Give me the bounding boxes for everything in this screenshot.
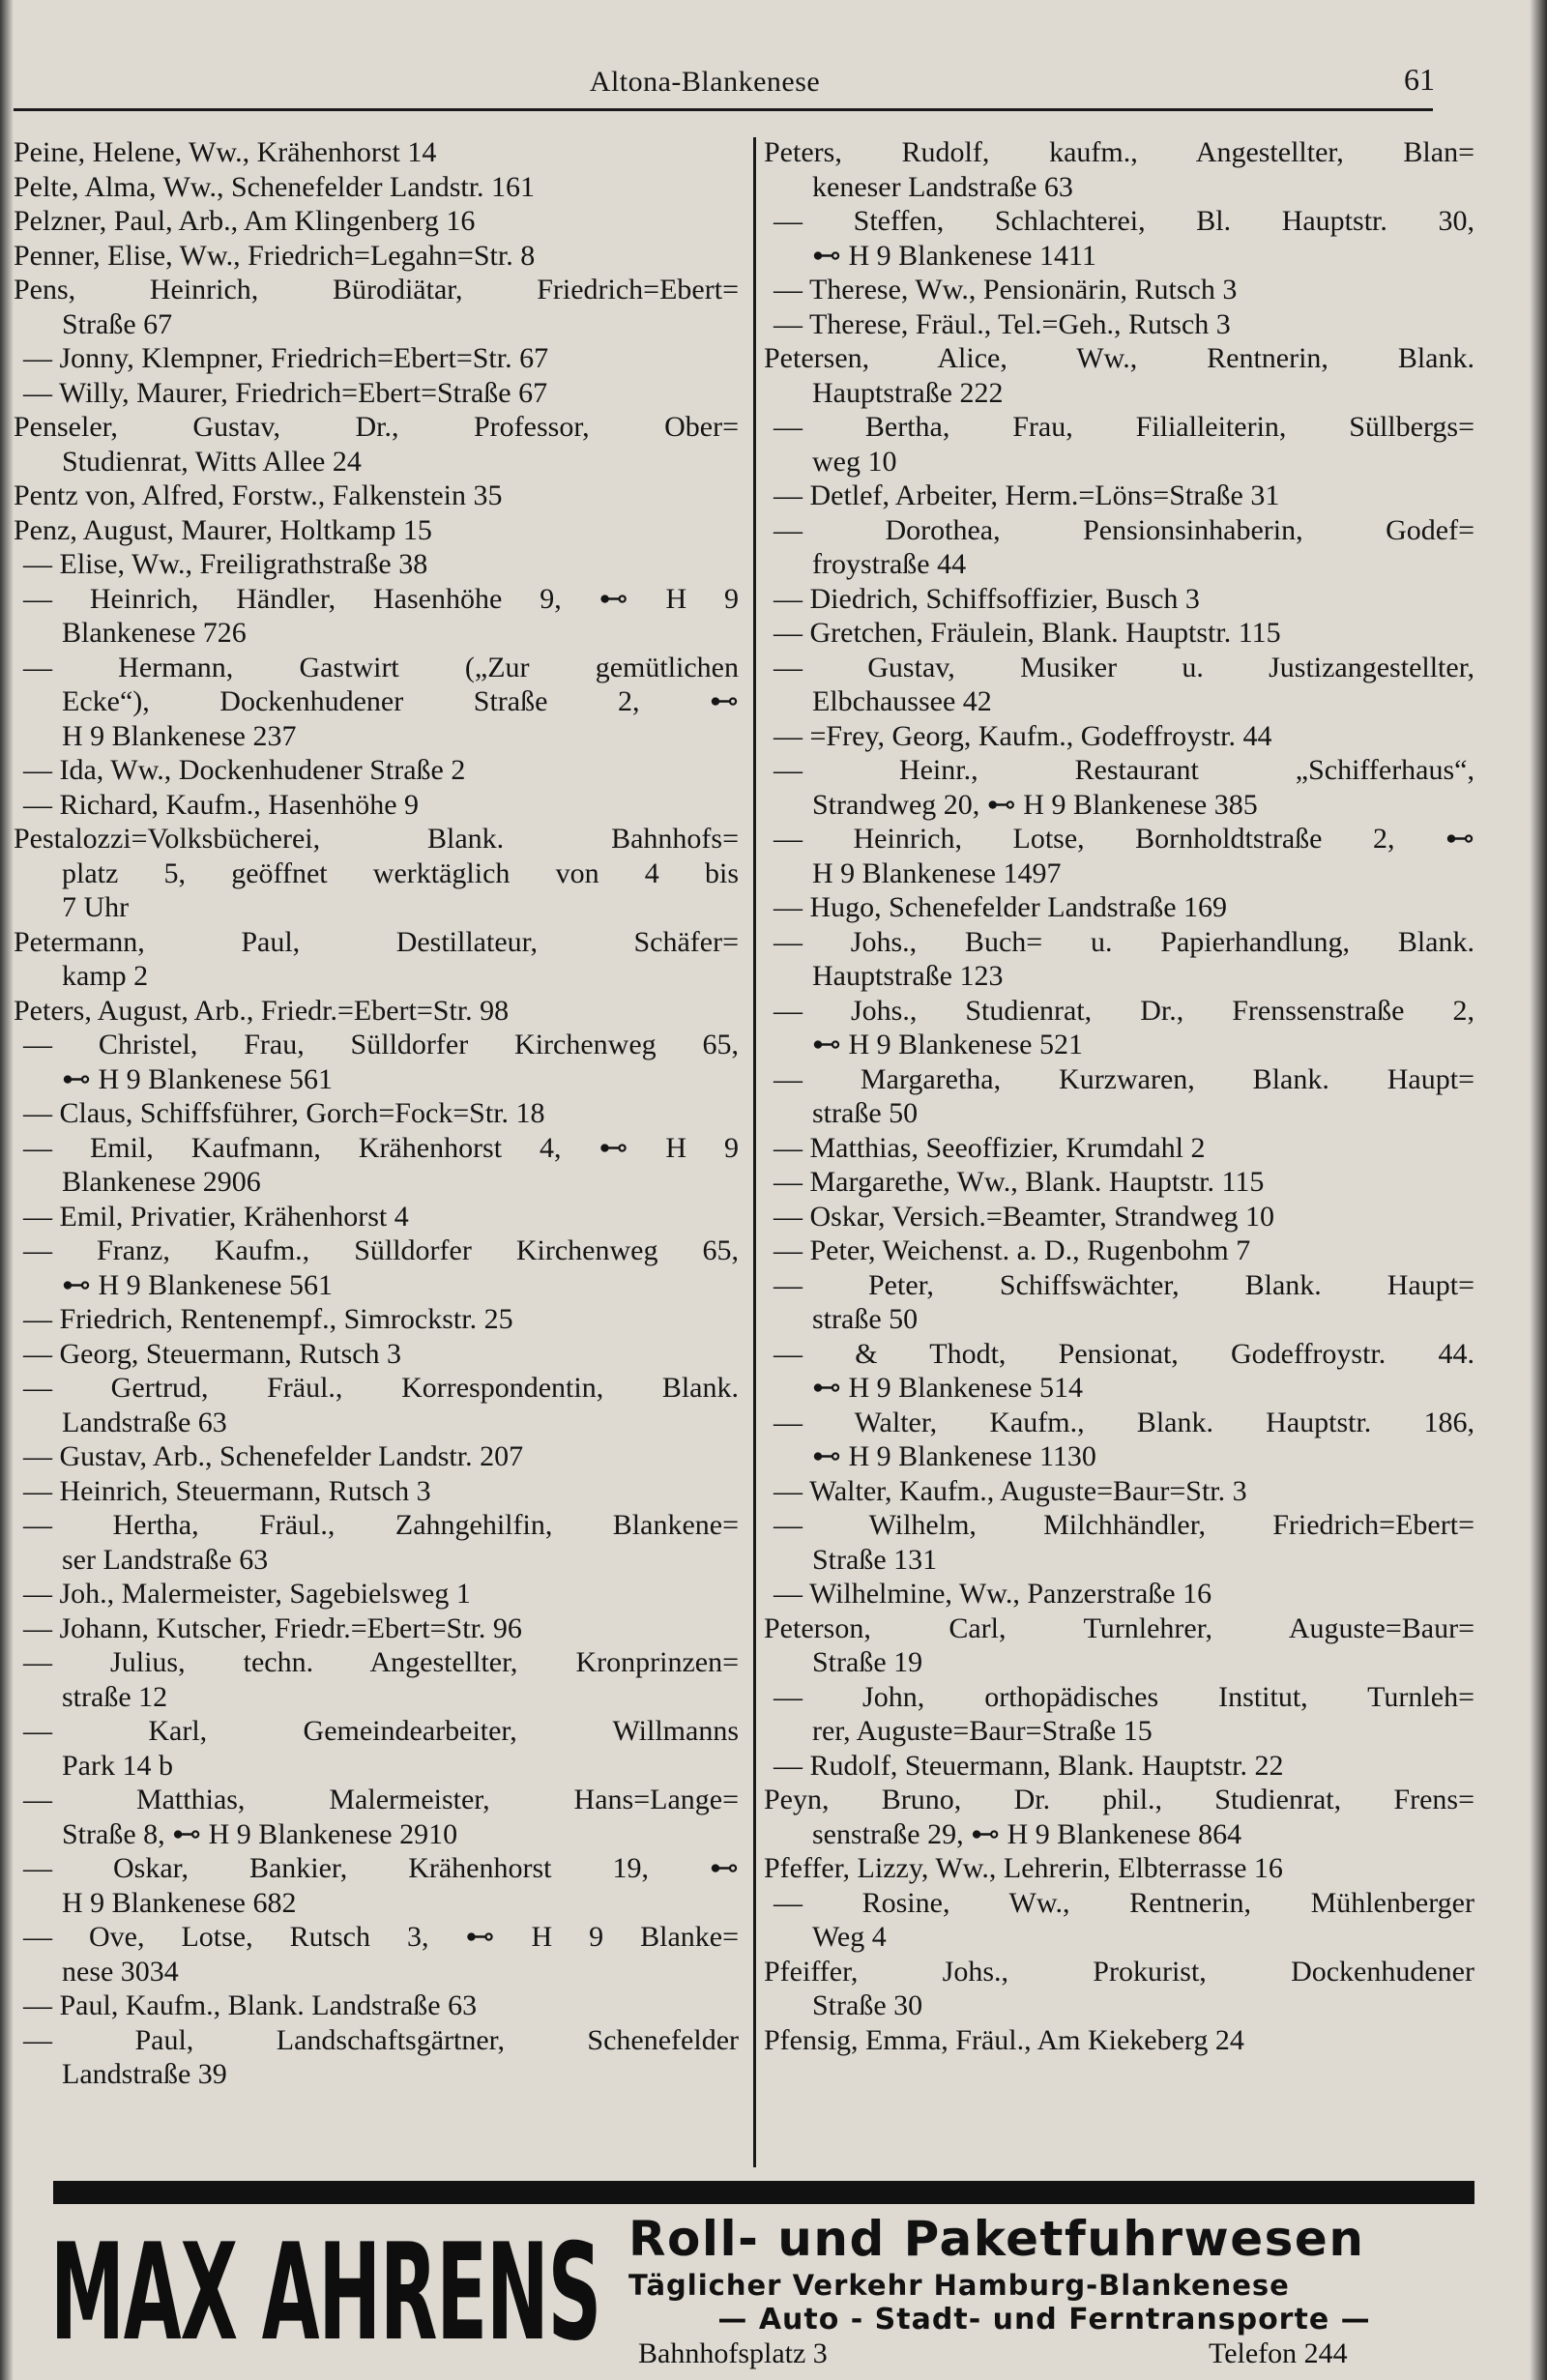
entry-line: Pentz von, Alfred, Forstw., Falkenstein 35 <box>14 479 503 511</box>
directory-entry <box>764 1955 1474 2023</box>
directory-subentry <box>14 341 739 376</box>
entry-line: Blankenese 2906 <box>62 1166 261 1198</box>
entry-line: ⊷ H 9 Blankenese 1411 <box>812 239 1096 272</box>
entry-line: Landstraße 63 <box>62 1406 227 1438</box>
entry-line: — Heinrich, Händler, Hasenhöhe 9, ⊷ H 9 <box>23 582 739 615</box>
entry-line: platz 5, geöffnet werktäglich von 4 bis <box>62 856 739 889</box>
right-column <box>764 135 1474 2057</box>
entry-line: rer, Auguste=Baur=Straße 15 <box>812 1715 1153 1747</box>
entry-line: — Rudolf, Steuermann, Blank. Hauptstr. 22 <box>774 1749 1284 1782</box>
entry-line: — Georg, Steuermann, Rutsch 3 <box>23 1337 402 1370</box>
entry-line: — Therese, Fräul., Tel.=Geh., Rutsch 3 <box>774 307 1231 340</box>
entry-line: — Paul, Landschaftsgärtner, Schenefelder <box>23 2023 739 2056</box>
directory-subentry <box>14 1645 739 1714</box>
directory-subentry <box>764 822 1474 890</box>
entry-line: — Gustav, Arb., Schenefelder Landstr. 207 <box>23 1440 524 1472</box>
directory-subentry <box>764 1062 1474 1131</box>
entry-line: — Heinr., Restaurant „Schifferhaus“, <box>774 754 1474 786</box>
directory-entry <box>14 925 739 994</box>
entry-line: — Friedrich, Rentenempf., Simrockstr. 25 <box>23 1303 513 1335</box>
entry-line: 7 Uhr <box>62 891 130 923</box>
entry-line: Blankenese 726 <box>62 617 247 649</box>
directory-subentry <box>14 547 739 582</box>
directory-subentry <box>14 753 739 788</box>
entry-line: Petersen, Alice, Ww., Rentnerin, Blank. <box>764 342 1474 374</box>
entry-line: Hauptstraße 123 <box>812 960 1004 992</box>
entry-line: — Dorothea, Pensionsinhaberin, Godef= <box>774 513 1474 546</box>
directory-subentry <box>764 1577 1474 1611</box>
directory-subentry <box>764 1165 1474 1200</box>
directory-subentry <box>14 1028 739 1096</box>
directory-subentry <box>14 1131 739 1200</box>
entry-line: H 9 Blankenese 237 <box>62 719 297 752</box>
entry-line: — Johs., Studienrat, Dr., Frenssenstraße 2, <box>774 994 1474 1027</box>
column-divider <box>753 137 756 2167</box>
directory-subentry <box>764 1337 1474 1406</box>
entry-line: Penner, Elise, Ww., Friedrich=Legahn=Str. 8 <box>14 239 536 272</box>
entry-line: nese 3034 <box>62 1955 179 1988</box>
directory-entry <box>14 273 739 341</box>
entry-line: weg 10 <box>812 445 897 478</box>
entry-line: — Emil, Kaufmann, Krähenhorst 4, ⊷ H 9 <box>23 1131 739 1164</box>
entry-line: — Gustav, Musiker u. Justizangestellter, <box>774 651 1474 683</box>
entry-line: — Ove, Lotse, Rutsch 3, ⊷ H 9 Blanke= <box>23 1921 739 1953</box>
entry-line: — Paul, Kaufm., Blank. Landstraße 63 <box>23 1989 478 2021</box>
entry-line: — Joh., Malermeister, Sagebielsweg 1 <box>23 1578 471 1610</box>
directory-entry <box>14 410 739 479</box>
entry-line: Straße 30 <box>812 1989 923 2021</box>
directory-subentry <box>764 1474 1474 1509</box>
entry-line: — Oskar, Bankier, Krähenhorst 19, ⊷ <box>23 1852 739 1884</box>
directory-subentry <box>14 1371 739 1439</box>
directory-subentry <box>764 479 1474 513</box>
entry-line: Peine, Helene, Ww., Krähenhorst 14 <box>14 136 437 168</box>
directory-subentry <box>14 2023 739 2092</box>
directory-subentry <box>14 376 739 411</box>
directory-entry <box>764 1851 1474 1886</box>
ad-address: Bahnhofsplatz 3 <box>638 2337 828 2369</box>
entry-line: — Jonny, Klempner, Friedrich=Ebert=Str. 67 <box>23 342 549 374</box>
entry-line: — Christel, Frau, Sülldorfer Kirchenweg 65, <box>23 1029 739 1060</box>
entry-line: — Willy, Maurer, Friedrich=Ebert=Straße 67 <box>23 376 548 409</box>
directory-subentry <box>14 1439 739 1474</box>
entry-line: Landstraße 39 <box>62 2058 227 2090</box>
directory-subentry <box>14 1337 739 1372</box>
directory-subentry <box>764 994 1474 1062</box>
entry-line: Elbchaussee 42 <box>812 685 992 717</box>
entry-line: Straße 67 <box>62 307 173 340</box>
directory-entry <box>764 341 1474 410</box>
page-title: Altona-Blankenese <box>589 66 821 98</box>
ad-headline: Roll- und Paketfuhrwesen <box>628 2211 1365 2267</box>
entry-line: Penseler, Gustav, Dr., Professor, Ober= <box>14 411 739 443</box>
directory-entry <box>764 1611 1474 1680</box>
directory-subentry <box>764 582 1474 617</box>
directory-subentry <box>764 410 1474 479</box>
entry-line: Hauptstraße 222 <box>812 376 1004 409</box>
entry-line: Petermann, Paul, Destillateur, Schäfer= <box>14 925 739 958</box>
directory-subentry <box>764 1268 1474 1337</box>
directory-entry <box>14 135 739 170</box>
entry-line: — Oskar, Versich.=Beamter, Strandweg 10 <box>774 1200 1275 1233</box>
directory-subentry <box>14 1988 739 2023</box>
entry-line: — Gretchen, Fräulein, Blank. Hauptstr. 115 <box>774 617 1281 649</box>
entry-line: Pfeffer, Lizzy, Ww., Lehrerin, Elbterrasse 16 <box>764 1852 1283 1884</box>
entry-line: — Matthias, Malermeister, Hans=Lange= <box>23 1784 739 1815</box>
left-column <box>14 135 739 2092</box>
directory-subentry <box>764 1886 1474 1955</box>
header-rule <box>14 108 1433 111</box>
entry-line: — Rosine, Ww., Rentnerin, Mühlenberger <box>774 1886 1474 1919</box>
entry-line: Weg 4 <box>812 1921 887 1953</box>
directory-subentry <box>764 1749 1474 1784</box>
directory-entry <box>14 204 739 239</box>
directory-subentry <box>764 1234 1474 1268</box>
entry-line: Peters, August, Arb., Friedr.=Ebert=Str. 98 <box>14 994 510 1027</box>
entry-line: ⊷ H 9 Blankenese 561 <box>62 1062 333 1095</box>
entry-line: H 9 Blankenese 1497 <box>812 856 1062 889</box>
entry-line: Pelte, Alma, Ww., Schenefelder Landstr. 161 <box>14 170 536 203</box>
entry-line: — Bertha, Frau, Filialleiterin, Süllbergs= <box>774 411 1474 443</box>
entry-line: — Therese, Ww., Pensionärin, Rutsch 3 <box>774 274 1238 305</box>
directory-subentry <box>14 788 739 823</box>
directory-subentry <box>14 582 739 651</box>
entry-line: — Heinrich, Lotse, Bornholdtstraße 2, ⊷ <box>774 823 1474 855</box>
entry-line: — Wilhelmine, Ww., Panzerstraße 16 <box>774 1578 1212 1610</box>
entry-line: straße 12 <box>62 1680 168 1713</box>
advertisement-brand <box>50 2215 601 2370</box>
directory-subentry <box>764 890 1474 925</box>
entry-line: Strandweg 20, ⊷ H 9 Blankenese 385 <box>812 788 1258 821</box>
entry-line: H 9 Blankenese 682 <box>62 1886 297 1919</box>
directory-subentry <box>14 651 739 754</box>
entry-line: Studienrat, Witts Allee 24 <box>62 445 362 478</box>
directory-subentry <box>14 1714 739 1783</box>
entry-line: — Karl, Gemeindearbeiter, Willmanns <box>23 1715 739 1747</box>
entry-line: ser Landstraße 63 <box>62 1543 269 1576</box>
entry-line: Pestalozzi=Volksbücherei, Blank. Bahnhofs= <box>14 823 739 855</box>
entry-line: — Emil, Privatier, Krähenhorst 4 <box>23 1200 409 1233</box>
ad-transport-line: — Auto - Stadt- und Ferntransporte — <box>717 2303 1371 2336</box>
directory-subentry <box>14 1234 739 1302</box>
entry-line: Pfeiffer, Johs., Prokurist, Dockenhudener <box>764 1955 1474 1988</box>
directory-subentry <box>14 1200 739 1234</box>
directory-entry <box>764 2023 1474 2058</box>
entry-line: — Gertrud, Fräul., Korrespondentin, Blank. <box>23 1372 739 1404</box>
directory-subentry <box>764 616 1474 651</box>
entry-line: — Walter, Kaufm., Blank. Hauptstr. 186, <box>774 1406 1474 1438</box>
page-edge-shadow-right <box>1530 0 1547 2380</box>
entry-line: Pelzner, Paul, Arb., Am Klingenberg 16 <box>14 205 476 237</box>
directory-entry <box>14 994 739 1029</box>
entry-line: — =Frey, Georg, Kaufm., Godeffroystr. 44 <box>774 719 1272 752</box>
entry-line: senstraße 29, ⊷ H 9 Blankenese 864 <box>812 1817 1242 1850</box>
page-number: 61 <box>1404 62 1435 97</box>
entry-line: — Claus, Schiffsführer, Gorch=Fock=Str. 18 <box>23 1097 545 1129</box>
directory-subentry <box>14 1783 739 1851</box>
entry-line: Pfensig, Emma, Fräul., Am Kiekeberg 24 <box>764 2023 1244 2056</box>
entry-line: straße 50 <box>812 1097 919 1129</box>
entry-line: Park 14 b <box>62 1749 173 1782</box>
entry-line: — Wilhelm, Milchhändler, Friedrich=Ebert= <box>774 1509 1474 1541</box>
entry-line: Penz, August, Maurer, Holtkamp 15 <box>14 513 432 546</box>
entry-line: — Detlef, Arbeiter, Herm.=Löns=Straße 31 <box>774 479 1280 511</box>
entry-line: — & Thodt, Pensionat, Godeffroystr. 44. <box>774 1337 1474 1370</box>
advertisement-info <box>628 2210 1479 2380</box>
entry-line: — Matthias, Seeoffizier, Krumdahl 2 <box>774 1131 1206 1164</box>
entry-line: — Diedrich, Schiffsoffizier, Busch 3 <box>774 582 1200 615</box>
page-edge-shadow-left <box>0 0 14 2380</box>
entry-line: Pens, Heinrich, Bürodiätar, Friedrich=Ebert= <box>14 274 739 305</box>
directory-subentry <box>764 719 1474 754</box>
entry-line: ⊷ H 9 Blankenese 514 <box>812 1372 1083 1404</box>
entry-line: — Johs., Buch= u. Papierhandlung, Blank. <box>774 925 1474 958</box>
directory-subentry <box>14 1508 739 1577</box>
entry-line: — Hermann, Gastwirt („Zur gemütlichen <box>23 651 739 683</box>
advertisement-rule <box>53 2181 1474 2204</box>
directory-entry <box>14 822 739 925</box>
entry-line: — Margaretha, Kurzwaren, Blank. Haupt= <box>774 1062 1474 1095</box>
entry-line: — Steffen, Schlachterei, Bl. Hauptstr. 30, <box>774 205 1474 237</box>
entry-line: — Margarethe, Ww., Blank. Hauptstr. 115 <box>774 1166 1265 1198</box>
entry-line: Ecke“), Dockenhudener Straße 2, ⊷ <box>62 685 739 717</box>
entry-line: — Walter, Kaufm., Auguste=Baur=Str. 3 <box>774 1474 1247 1507</box>
directory-subentry <box>14 1302 739 1337</box>
entry-line: Straße 8, ⊷ H 9 Blankenese 2910 <box>62 1817 458 1850</box>
entry-line: Straße 131 <box>812 1543 938 1576</box>
entry-line: — Hugo, Schenefelder Landstraße 169 <box>774 891 1228 923</box>
entry-line: — Ida, Ww., Dockenhudener Straße 2 <box>23 754 466 786</box>
directory-subentry <box>764 651 1474 719</box>
directory-subentry <box>764 753 1474 822</box>
directory-subentry <box>764 1508 1474 1577</box>
entry-line: — Peter, Schiffswächter, Blank. Haupt= <box>774 1268 1474 1301</box>
entry-line: ⊷ H 9 Blankenese 1130 <box>812 1440 1096 1472</box>
directory-subentry <box>764 1680 1474 1749</box>
entry-line: — Heinrich, Steuermann, Rutsch 3 <box>23 1474 431 1507</box>
entry-line: froystraße 44 <box>812 548 967 580</box>
entry-line: — Julius, techn. Angestellter, Kronprinzen= <box>23 1646 739 1678</box>
directory-subentry <box>764 307 1474 342</box>
entry-line: — Peter, Weichenst. a. D., Rugenbohm 7 <box>774 1234 1251 1266</box>
entry-line: kamp 2 <box>62 960 149 992</box>
entry-line: — Franz, Kaufm., Sülldorfer Kirchenweg 65, <box>23 1234 739 1266</box>
directory-entry <box>764 135 1474 204</box>
directory-subentry <box>764 273 1474 307</box>
entry-line: ⊷ H 9 Blankenese 521 <box>812 1029 1083 1060</box>
ad-service-line: Täglicher Verkehr Hamburg-Blankenese <box>628 2269 1290 2302</box>
page-header <box>14 58 1435 104</box>
entry-line: — Hertha, Fräul., Zahngehilfin, Blankene= <box>23 1509 739 1541</box>
directory-subentry <box>764 1131 1474 1166</box>
directory-subentry <box>14 1611 739 1646</box>
directory-entry <box>14 239 739 274</box>
directory-entry <box>764 1783 1474 1851</box>
entry-line: Peters, Rudolf, kaufm., Angestellter, Blan= <box>764 136 1474 168</box>
ad-phone: Telefon 244 <box>1209 2337 1348 2369</box>
directory-subentry <box>764 513 1474 582</box>
directory-subentry <box>14 1474 739 1509</box>
entry-line: — Richard, Kaufm., Hasenhöhe 9 <box>23 788 420 821</box>
directory-subentry <box>764 925 1474 994</box>
entry-line: Peyn, Bruno, Dr. phil., Studienrat, Frens= <box>764 1784 1474 1815</box>
entry-line: — John, orthopädisches Institut, Turnleh= <box>774 1680 1474 1713</box>
directory-entry <box>14 170 739 205</box>
directory-entry <box>14 513 739 548</box>
entry-line: — Elise, Ww., Freiligrathstraße 38 <box>23 548 428 580</box>
entry-line: ⊷ H 9 Blankenese 561 <box>62 1268 333 1301</box>
directory-subentry <box>14 1096 739 1131</box>
directory-subentry <box>14 1577 739 1611</box>
entry-line: — Johann, Kutscher, Friedr.=Ebert=Str. 96 <box>23 1611 522 1644</box>
entry-line: keneser Landstraße 63 <box>812 170 1073 203</box>
entry-line: straße 50 <box>812 1303 919 1335</box>
directory-subentry <box>14 1851 739 1920</box>
directory-subentry <box>764 204 1474 273</box>
directory-subentry <box>764 1406 1474 1474</box>
directory-subentry <box>764 1200 1474 1234</box>
directory-subentry <box>14 1920 739 1988</box>
brand-name: MAX AHRENS <box>50 2215 601 2370</box>
entry-line: Peterson, Carl, Turnlehrer, Auguste=Baur= <box>764 1611 1474 1644</box>
directory-entry <box>14 479 739 513</box>
entry-line: Straße 19 <box>812 1646 923 1678</box>
